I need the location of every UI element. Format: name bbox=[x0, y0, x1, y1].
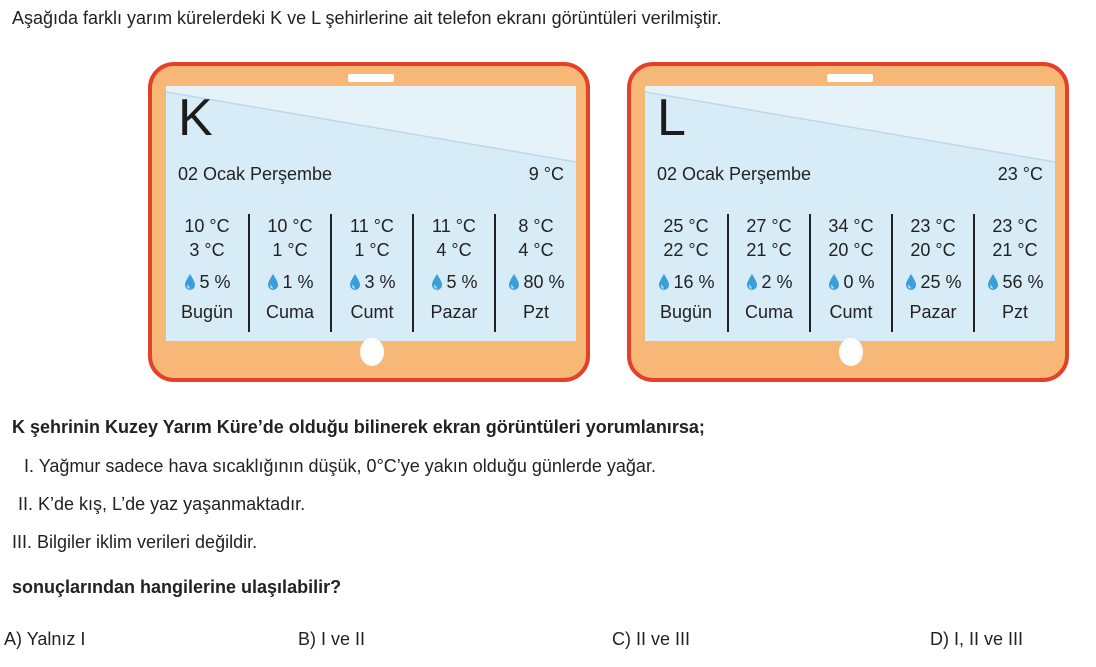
statement-1 bbox=[24, 456, 656, 477]
day-name: Bugün bbox=[659, 302, 713, 322]
day-name: Pzt bbox=[522, 302, 549, 322]
option-b[interactable] bbox=[298, 629, 365, 650]
water-drop-icon bbox=[986, 273, 1000, 291]
statement-number: I. bbox=[24, 456, 35, 476]
rain-chance bbox=[729, 270, 809, 294]
high-temp: 23 °C bbox=[992, 216, 1038, 236]
phone-home-button bbox=[839, 338, 863, 366]
phone-home-button bbox=[360, 338, 384, 366]
low-temp: 20 °C bbox=[828, 240, 874, 260]
phone-speaker bbox=[348, 74, 394, 82]
option-label: D) bbox=[930, 629, 949, 649]
low-temp: 21 °C bbox=[992, 240, 1038, 260]
forecast-day bbox=[973, 214, 1055, 332]
statement-text: Yağmur sadece hava sıcaklığının düşük, 0°C’ye yakın olduğu günlerde yağar. bbox=[38, 456, 656, 476]
day-name: Bugün bbox=[180, 302, 234, 322]
current-temperature: 23 °C bbox=[997, 164, 1043, 184]
rain-value: 5 % bbox=[446, 272, 478, 292]
option-label: C) bbox=[612, 629, 631, 649]
day-name: Pazar bbox=[909, 302, 957, 322]
high-temp: 11 °C bbox=[350, 216, 394, 236]
forecast-day bbox=[412, 214, 494, 332]
option-text: I, II ve III bbox=[954, 629, 1024, 649]
rain-value: 1 % bbox=[282, 272, 314, 292]
forecast-day bbox=[645, 214, 727, 334]
low-temp: 4 °C bbox=[436, 240, 472, 260]
rain-chance bbox=[414, 270, 494, 294]
rain-chance bbox=[166, 270, 248, 294]
water-drop-icon bbox=[827, 273, 841, 291]
water-drop-icon bbox=[348, 273, 362, 291]
rain-chance bbox=[811, 270, 891, 294]
rain-value: 16 % bbox=[673, 272, 715, 292]
rain-value: 0 % bbox=[843, 272, 875, 292]
option-text: II ve III bbox=[636, 629, 691, 649]
statement-text: K’de kış, L’de yaz yaşanmaktadır. bbox=[38, 494, 306, 514]
rain-value: 5 % bbox=[199, 272, 231, 292]
day-name: Cuma bbox=[265, 302, 314, 322]
date-label: 02 Ocak Perşembe bbox=[657, 164, 812, 184]
phone-screen bbox=[645, 86, 1055, 341]
rain-value: 80 % bbox=[523, 272, 565, 292]
option-c[interactable] bbox=[612, 629, 690, 650]
rain-chance bbox=[332, 270, 412, 294]
forecast-days bbox=[166, 214, 576, 334]
statement-number: II. bbox=[18, 494, 34, 514]
high-temp: 10 °C bbox=[184, 216, 230, 236]
option-text: I ve II bbox=[321, 629, 366, 649]
city-letter: K bbox=[178, 89, 213, 147]
high-temp: 11 °C bbox=[432, 216, 476, 236]
forecast-day bbox=[166, 214, 248, 334]
option-text: Yalnız I bbox=[26, 629, 86, 649]
rain-chance bbox=[250, 270, 330, 294]
low-temp: 1 °C bbox=[354, 240, 390, 260]
water-drop-icon bbox=[430, 273, 444, 291]
water-drop-icon bbox=[657, 273, 671, 291]
forecast-day bbox=[727, 214, 809, 332]
low-temp: 1 °C bbox=[272, 240, 308, 260]
rain-value: 2 % bbox=[761, 272, 793, 292]
high-temp: 8 °C bbox=[518, 216, 554, 236]
forecast-day bbox=[248, 214, 330, 332]
high-temp: 10 °C bbox=[267, 216, 313, 236]
question-stem: K şehrinin Kuzey Yarım Küre’de olduğu bilinerek ekran görüntüleri yorumlanırsa; bbox=[12, 417, 705, 437]
option-d[interactable] bbox=[930, 629, 1023, 650]
statement-2 bbox=[18, 494, 305, 515]
day-name: Pzt bbox=[1001, 302, 1028, 322]
date-label: 02 Ocak Perşembe bbox=[178, 164, 333, 184]
day-name: Pazar bbox=[430, 302, 478, 322]
forecast-day bbox=[891, 214, 973, 332]
day-name: Cumt bbox=[350, 302, 394, 322]
water-drop-icon bbox=[266, 273, 280, 291]
forecast-days bbox=[645, 214, 1055, 334]
statement-number: III. bbox=[12, 532, 33, 552]
option-label: B) bbox=[298, 629, 316, 649]
water-drop-icon bbox=[507, 273, 521, 291]
option-a[interactable] bbox=[4, 629, 85, 650]
phone-screen bbox=[166, 86, 576, 341]
water-drop-icon bbox=[745, 273, 759, 291]
screen-glare bbox=[645, 86, 1055, 166]
low-temp: 22 °C bbox=[663, 240, 709, 260]
high-temp: 23 °C bbox=[910, 216, 956, 236]
screen-glare bbox=[166, 86, 576, 166]
question-prompt: sonuçlarından hangilerine ulaşılabilir? bbox=[12, 577, 342, 597]
rain-chance bbox=[893, 270, 973, 294]
current-temperature: 9 °C bbox=[528, 164, 564, 184]
statement-3 bbox=[12, 532, 257, 553]
low-temp: 4 °C bbox=[518, 240, 554, 260]
intro-text: Aşağıda farklı yarım kürelerdeki K ve L şehirlerine ait telefon ekranı görüntüleri verilmiştir. bbox=[12, 8, 722, 28]
forecast-day bbox=[330, 214, 412, 332]
low-temp: 3 °C bbox=[189, 240, 225, 260]
high-temp: 25 °C bbox=[663, 216, 709, 236]
rain-chance bbox=[645, 270, 727, 294]
high-temp: 34 °C bbox=[828, 216, 874, 236]
rain-chance bbox=[496, 270, 576, 294]
day-name: Cuma bbox=[744, 302, 793, 322]
option-label: A) bbox=[4, 629, 22, 649]
low-temp: 21 °C bbox=[746, 240, 792, 260]
water-drop-icon bbox=[183, 273, 197, 291]
phone-k bbox=[148, 62, 590, 382]
phone-l bbox=[627, 62, 1069, 382]
rain-value: 56 % bbox=[1002, 272, 1044, 292]
rain-value: 3 % bbox=[364, 272, 396, 292]
phone-speaker bbox=[827, 74, 873, 82]
statement-text: Bilgiler iklim verileri değildir. bbox=[37, 532, 258, 552]
rain-chance bbox=[975, 270, 1055, 294]
forecast-day bbox=[494, 214, 576, 332]
high-temp: 27 °C bbox=[746, 216, 792, 236]
city-letter: L bbox=[657, 89, 686, 147]
forecast-day bbox=[809, 214, 891, 332]
water-drop-icon bbox=[904, 273, 918, 291]
rain-value: 25 % bbox=[920, 272, 962, 292]
day-name: Cumt bbox=[829, 302, 873, 322]
low-temp: 20 °C bbox=[910, 240, 956, 260]
